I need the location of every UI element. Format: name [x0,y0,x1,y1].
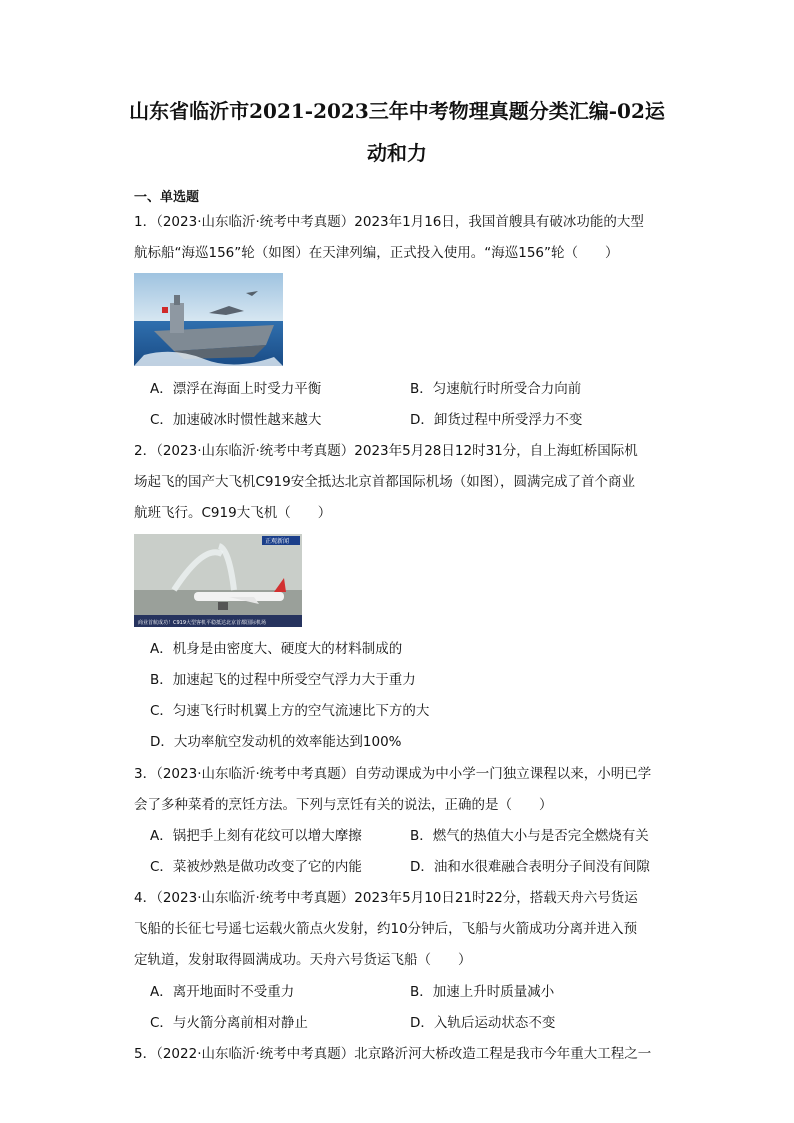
q4-stem-line-3: 定轨道，发射取得圆满成功。天舟六号货运飞船（ ） [134,952,472,968]
q4-option-b: B．加速上升时质量减小 [410,984,555,1000]
plane-photo [134,534,302,627]
q4-stem-line-1: 4．（2023·山东临沂·统考中考真题）2023年5月10日21时22分，搭载天舟六号货运 [134,890,638,906]
q2-option-b: B．加速起飞的过程中所受空气浮力大于重力 [150,672,416,688]
q2-option-c: C．匀速飞行时机翼上方的空气流速比下方的大 [150,703,430,719]
plane-photo-logo: 正观新闻 [265,538,290,545]
q1-option-d: D．卸货过程中所受浮力不变 [410,412,583,428]
q3-option-a: A．锅把手上刻有花纹可以增大摩擦 [150,828,362,844]
q3-option-b: B．燃气的热值大小与是否完全燃烧有关 [410,828,649,844]
q2-stem-line-1: 2．（2023·山东临沂·统考中考真题）2023年5月28日12时31分，自上海虹桥国际机 [134,443,638,459]
q4-option-c: C．与火箭分离前相对静止 [150,1015,308,1031]
q2-stem-line-3: 航班飞行。C919大飞机（ ） [134,505,332,521]
ship-photo [134,273,283,366]
q2-option-d: D．大功率航空发动机的效率能达到100% [150,734,402,750]
q2-option-a: A．机身是由密度大、硬度大的材料制成的 [150,641,403,657]
title-line-2: 动和力 [367,141,427,165]
q1-option-a: A．漂浮在海面上时受力平衡 [150,381,322,397]
section-heading: 一、单选题 [134,190,200,205]
q1-option-b: B．匀速航行时所受合力向前 [410,381,582,397]
q3-option-d: D．油和水很难融合表明分子间没有间隙 [410,859,650,875]
q1-option-c: C．加速破冰时惯性越来越大 [150,412,322,428]
plane-photo-caption: 商业首航成功！C919大型客机平稳抵达北京首都国际机场 [138,620,267,626]
q1-stem-line-1: 1．（2023·山东临沂·统考中考真题）2023年1月16日，我国首艘具有破冰功能的大型 [134,214,644,230]
q3-option-c: C．菜被炒熟是做功改变了它的内能 [150,859,362,875]
q4-option-d: D．入轨后运动状态不变 [410,1015,556,1031]
title-line-1: 山东省临沂市2021-2023三年中考物理真题分类汇编-02运 [129,99,665,123]
q3-stem-line-1: 3．（2023·山东临沂·统考中考真题）自劳动课成为中小学一门独立课程以来，小明已学 [134,766,652,782]
q3-stem-line-2: 会了多种菜肴的烹饪方法。下列与烹饪有关的说法，正确的是（ ） [134,797,553,813]
document-title [120,90,674,174]
q1-stem-line-2: 航标船“海巡156”轮（如图）在天津列编，正式投入使用。“海巡156”轮（ ） [134,245,619,261]
q5-stem-line-1: 5．（2022·山东临沂·统考中考真题）北京路沂河大桥改造工程是我市今年重大工程之一 [134,1046,652,1062]
q2-stem-line-2: 场起飞的国产大飞机C919安全抵达北京首都国际机场（如图），圆满完成了首个商业 [134,474,635,490]
q4-option-a: A．离开地面时不受重力 [150,984,295,1000]
q4-stem-line-2: 飞船的长征七号遥七运载火箭点火发射，约10分钟后，飞船与火箭成功分离并进入预 [134,921,638,937]
